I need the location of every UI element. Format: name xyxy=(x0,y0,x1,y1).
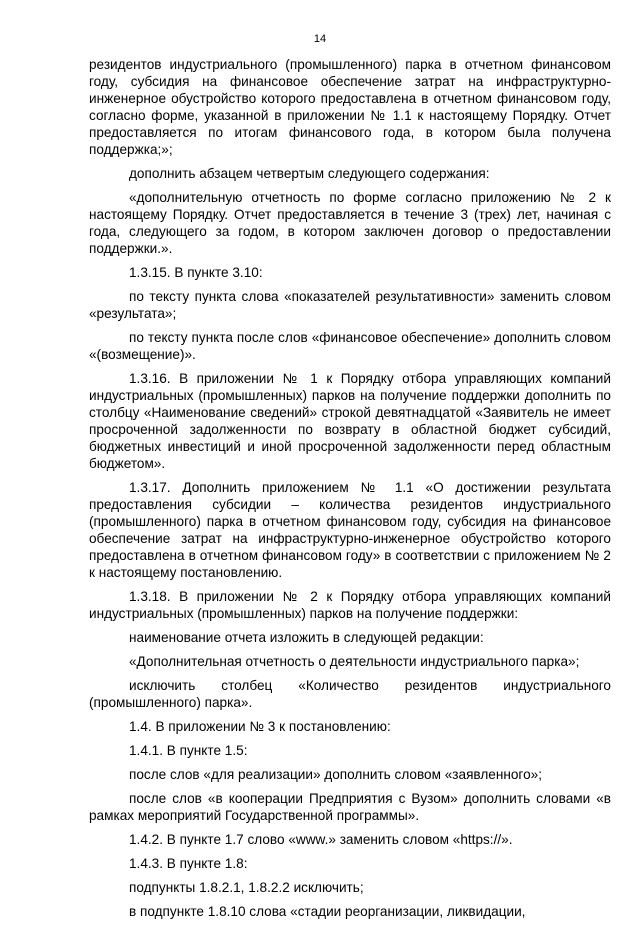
paragraph: исключить столбец «Количество резидентов индустриального (промышленного) парка». xyxy=(89,678,611,710)
paragraph: наименование отчета изложить в следующей редакции: xyxy=(129,630,484,645)
paragraph: «дополнительную отчетность по форме согласно приложению № 2 к настоящему Порядку. Отчет предоставляется в течение 3 (трех) лет, начиная с года, следующего за годом, в котором заключен договор о предоставлении поддержки.». xyxy=(89,190,611,256)
paragraph: 1.4.1. В пункте 1.5: xyxy=(129,743,248,758)
paragraph: резидентов индустриального (промышленного) парка в отчетном финансовом году, субсидия на финансовое обеспечение затрат на инфраструктурно-инженерное обустройство которого предоставлена в отчетном финансовом году, согласно форме, указанной в приложении № 1.1 к настоящему Порядку. Отчет предоставляется по итогам финансового года, в котором была получена поддержка;»; xyxy=(89,57,611,157)
paragraph: по тексту пункта слова «показателей результативности» заменить словом «результата»; xyxy=(89,289,611,321)
paragraph: дополнить абзацем четвертым следующего содержания: xyxy=(129,166,490,181)
paragraph: подпункты 1.8.2.1, 1.8.2.2 исключить; xyxy=(129,880,364,895)
page-number: 14 xyxy=(313,33,327,45)
paragraph: 1.4. В приложении № 3 к постановлению: xyxy=(129,719,391,734)
paragraph: после слов «для реализации» дополнить словом «заявленного»; xyxy=(129,767,542,782)
document-body xyxy=(89,56,611,927)
paragraph: 1.3.18. В приложении № 2 к Порядку отбора управляющих компаний индустриальных (промышленных) парков на получение поддержки: xyxy=(89,589,611,621)
paragraph: в подпункте 1.8.10 слова «стадии реорганизации, ликвидации, xyxy=(129,904,526,919)
paragraph: 1.3.17. Дополнить приложением № 1.1 «О достижении результата предоставления субсидии – количества резидентов индустриального (промышленного) парка в отчетном финансовом году, субсидия на финансовое обеспечение затрат на инфраструктурно-инженерное обустройство которого предоставлена в отчетном финансовом году» в соответствии с приложением № 2 к настоящему постановлению. xyxy=(89,480,611,580)
paragraph: «Дополнительная отчетность о деятельности индустриального парка»; xyxy=(129,654,580,669)
paragraph: 1.4.3. В пункте 1.8: xyxy=(129,856,248,871)
paragraph: по тексту пункта после слов «финансовое обеспечение» дополнить словом «(возмещение)». xyxy=(89,330,611,362)
paragraph: 1.3.15. В пункте 3.10: xyxy=(129,265,263,280)
paragraph: после слов «в кооперации Предприятия с Вузом» дополнить словами «в рамках мероприятий Государственной программы». xyxy=(89,791,611,823)
paragraph: 1.4.2. В пункте 1.7 слово «www.» заменить словом «https://». xyxy=(129,832,513,847)
paragraph: 1.3.16. В приложении № 1 к Порядку отбора управляющих компаний индустриальных (промышленных) парков на получение поддержки дополнить по столбцу «Наименование сведений» строкой девятнадцатой «Заявитель не имеет просроченной задолженности по возврату в областной бюджет субсидий, бюджетных инвестиций и иной просроченной задолженности перед областным бюджетом». xyxy=(89,371,611,471)
